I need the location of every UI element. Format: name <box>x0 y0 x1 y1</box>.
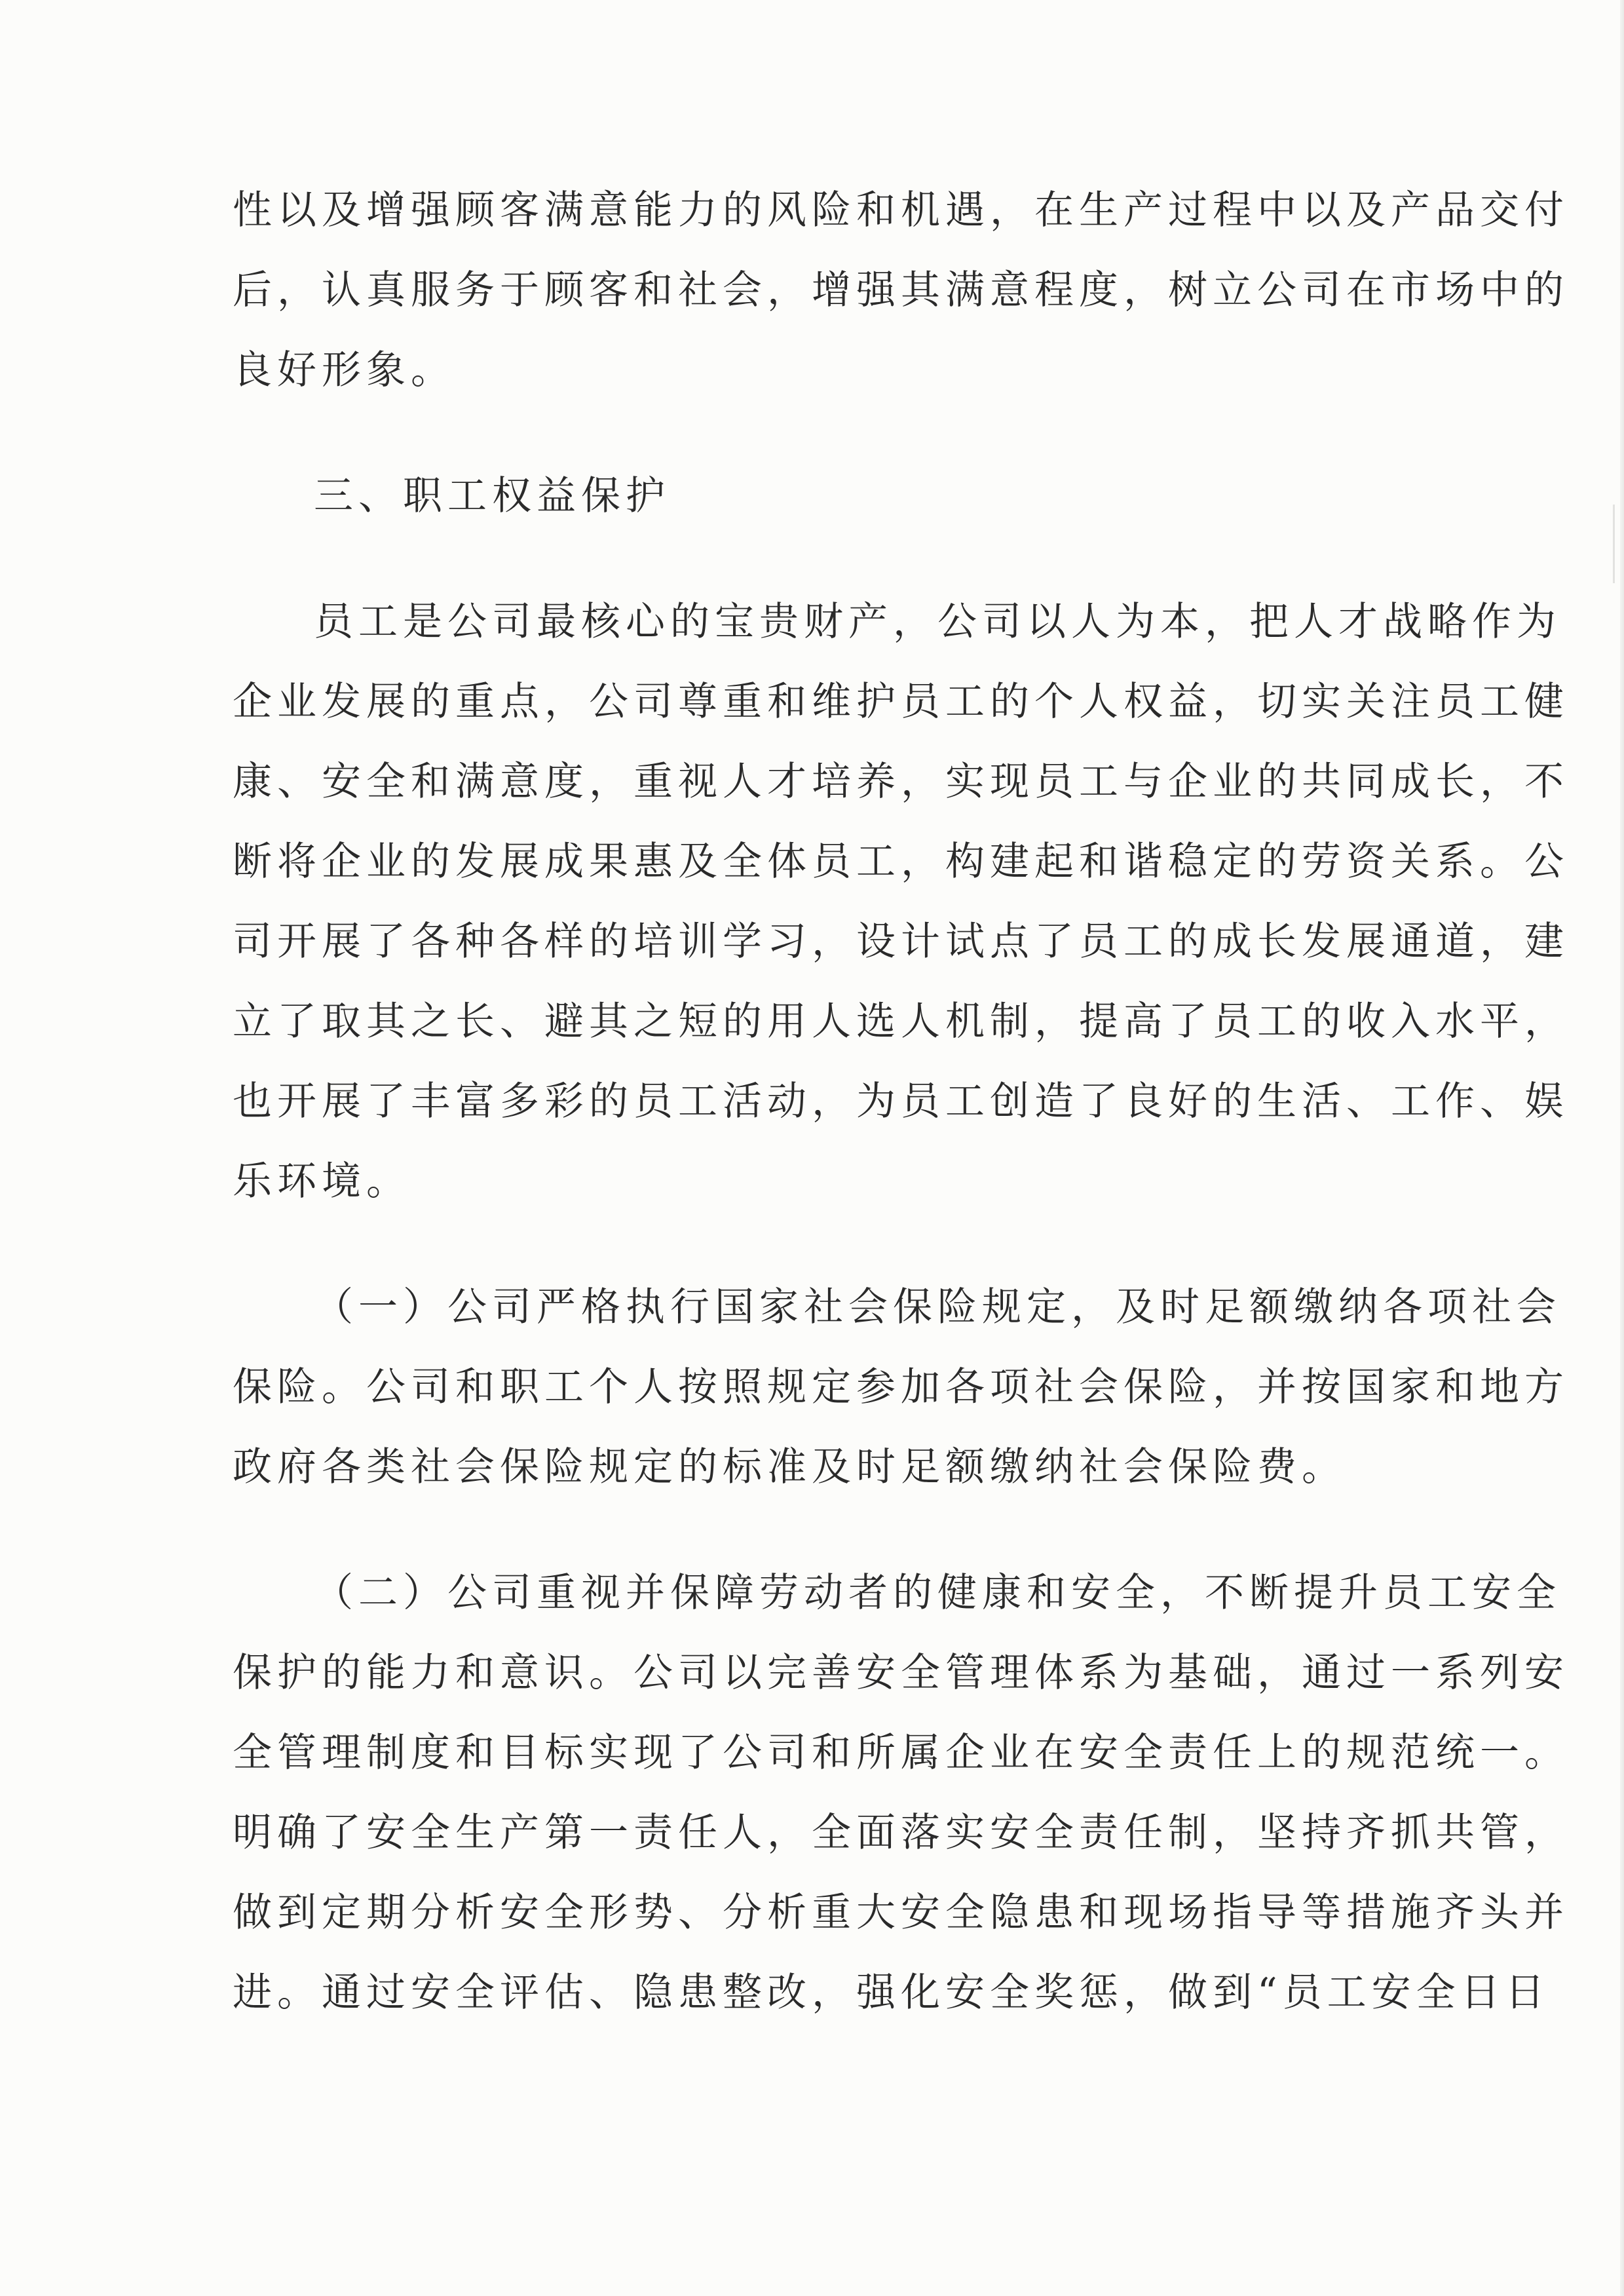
text-line: 员工是公司最核心的宝贵财产，公司以人为本，把人才战略作为 <box>314 599 1561 645</box>
text-line: （二）公司重视并保障劳动者的健康和安全，不断提升员工安全 <box>314 1570 1561 1616</box>
paragraph-1 <box>233 170 1569 410</box>
text-line: 做到定期分析安全形势、分析重大安全隐患和现场指导等措施齐头并 <box>233 1890 1569 1936</box>
scan-mark <box>1613 505 1615 583</box>
text-line: 后，认真服务于顾客和社会，增强其满意程度，树立公司在市场中的 <box>233 267 1569 313</box>
text-line: 保险。公司和职工个人按照规定参加各项社会保险，并按国家和地方 <box>233 1364 1569 1410</box>
text-line: 明确了安全生产第一责任人，全面落实安全责任制，坚持齐抓共管， <box>233 1810 1569 1856</box>
text-line: 立了取其之长、避其之短的用人选人机制，提高了员工的收入水平， <box>233 999 1569 1044</box>
text-line: 政府各类社会保险规定的标准及时足额缴纳社会保险费。 <box>233 1444 1346 1490</box>
section-heading <box>233 456 1346 536</box>
paragraph-4 <box>233 1553 1569 2033</box>
paragraph-3 <box>233 1267 1569 1507</box>
text-line: 进。通过安全评估、隐患整改，强化安全奖惩，做到“员工安全日日 <box>233 1970 1550 2016</box>
paragraph-2 <box>233 582 1569 1221</box>
heading-3: 三、职工权益保护 <box>314 473 670 519</box>
text-line: 性以及增强顾客满意能力的风险和机遇，在生产过程中以及产品交付 <box>233 187 1569 233</box>
scan-edge <box>1620 0 1624 2296</box>
text-line: 保护的能力和意识。公司以完善安全管理体系为基础，通过一系列安 <box>233 1650 1569 1696</box>
document-body <box>233 170 1569 2033</box>
text-line: 全管理制度和目标实现了公司和所属企业在安全责任上的规范统一。 <box>233 1730 1569 1776</box>
text-line: （一）公司严格执行国家社会保险规定，及时足额缴纳各项社会 <box>314 1284 1561 1330</box>
text-line: 良好形象。 <box>233 347 455 393</box>
text-line: 乐环境。 <box>233 1158 411 1204</box>
text-line: 司开展了各种各样的培训学习，设计试点了员工的成长发展通道，建 <box>233 919 1569 965</box>
text-line: 康、安全和满意度，重视人才培养，实现员工与企业的共同成长，不 <box>233 759 1569 805</box>
text-line: 断将企业的发展成果惠及全体员工，构建起和谐稳定的劳资关系。公 <box>233 839 1569 885</box>
text-line: 也开展了丰富多彩的员工活动，为员工创造了良好的生活、工作、娱 <box>233 1079 1569 1124</box>
text-line: 企业发展的重点，公司尊重和维护员工的个人权益，切实关注员工健 <box>233 679 1569 725</box>
